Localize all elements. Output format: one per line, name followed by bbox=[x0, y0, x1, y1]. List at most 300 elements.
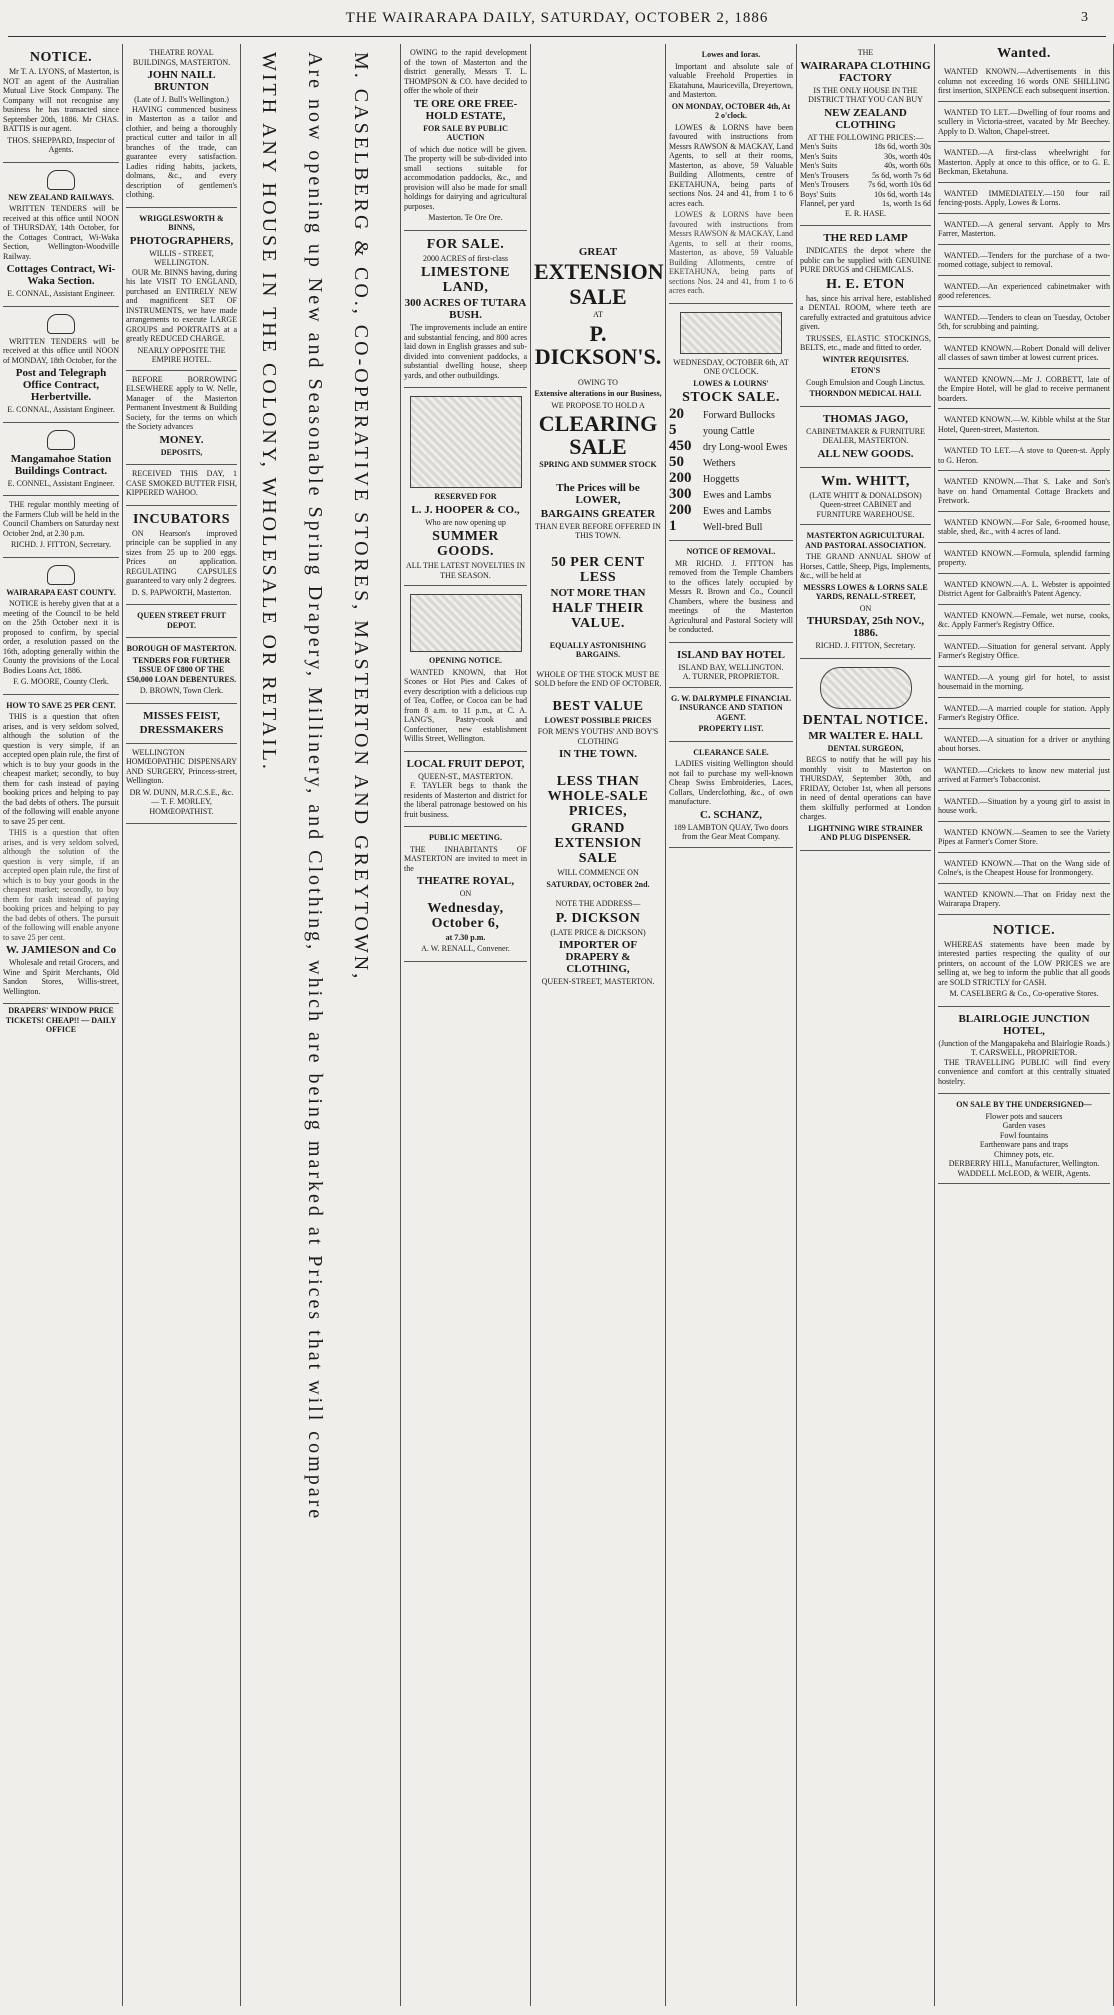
owing-text: OWING to the rapid development of the town of Masterton and the district generally, Messrs T. L. THOMPSON & CO. have decided to offer the whole of their bbox=[404, 48, 527, 95]
best-heading: BEST VALUE bbox=[552, 698, 644, 714]
crest-icon bbox=[47, 314, 75, 334]
cattle-illustration bbox=[680, 312, 782, 354]
price-item: Men's Trousers bbox=[800, 170, 849, 180]
stock-row bbox=[669, 519, 793, 535]
wanted-item: WANTED.—Crickets to know new material just arrived at Farmer's Tobacconist. bbox=[938, 762, 1110, 791]
bargains-heading: BARGAINS GREATER bbox=[540, 507, 656, 520]
trusses-text: TRUSSES, ELASTIC STOCKINGS, BELTS, etc., made and fitted to order. bbox=[800, 333, 931, 352]
railways-heading: NEW ZEALAND RAILWAYS. bbox=[8, 192, 114, 202]
half-heading: HALF THEIR VALUE. bbox=[552, 600, 644, 631]
stock-desc: Wethers bbox=[703, 458, 736, 469]
on-text: ON bbox=[459, 889, 472, 898]
price-item: Boys' Suits bbox=[800, 189, 836, 199]
incubators-heading: INCUBATORS bbox=[132, 511, 231, 527]
jago-ad bbox=[800, 407, 931, 468]
column-7 bbox=[797, 44, 935, 2006]
wednesday-heading: Wednesday, October 6, bbox=[427, 900, 504, 931]
price-item: Men's Suits bbox=[800, 161, 838, 170]
whitt-sub: (LATE WHITT & DONALDSON) Queen-street CABINET and FURNITURE WAREHOUSE. bbox=[809, 490, 922, 519]
blairlogie-signature: T. CARSWELL, PROPRIETOR. bbox=[970, 1048, 1078, 1057]
stock-qty: 20 bbox=[669, 406, 684, 422]
stock-desc: Hoggetts bbox=[703, 474, 740, 485]
deposits-heading: DEPOSITS, bbox=[160, 447, 203, 457]
wanted-item: WANTED KNOWN.—Seamen to see the Variety Pipes at Farmer's Corner Store. bbox=[938, 824, 1110, 853]
importer-heading: IMPORTER OF DRAPERY & CLOTHING, bbox=[558, 939, 638, 975]
post-contract: Post and Telegraph Office Contract, Herbertville. bbox=[15, 367, 107, 403]
mangamahoe-contract: Mangamahoe Station Buildings Contract. bbox=[10, 452, 112, 477]
redlamp-text: INDICATES the depot where the public can be supplied with GENUINE PURE DRUGS and CHEMICALS. bbox=[800, 246, 931, 274]
wb-sub: PHOTOGRAPHERS, bbox=[129, 234, 234, 247]
removal-text: MR RICHD. J. FITTON has removed from the Temple Chambers to the offices lately occupied by Messrs R. Brown and Co., Council Chambers, where the business and meetings of the Masterton Agricultural and Pastoral Society will be conducted. bbox=[669, 558, 793, 634]
caselberg-notice-signature: M. CASELBERG & Co., Co-operative Stores. bbox=[949, 989, 1099, 998]
onsale-item: Earthenware pans and traps bbox=[979, 1140, 1069, 1149]
price-value: 5s 6d, worth 7s 6d bbox=[872, 170, 931, 180]
whitt-heading: Wm. WHITT, bbox=[821, 473, 910, 489]
wanted-item: WANTED KNOWN.—A. L. Webster is appointed District Agent for Galbraith's Patent Agency. bbox=[938, 576, 1110, 605]
wanted-item: WANTED.—A first-class wheelwright for Masterton. Apply at once to this office, or to G. E. Beckman, Eketahuna. bbox=[938, 144, 1110, 183]
column-1 bbox=[0, 44, 123, 2006]
wb-name: WRIGGLESWORTH & BINNS, bbox=[139, 213, 224, 232]
brunton-address: THEATRE ROYAL BUILDINGS, MASTERTON. bbox=[132, 48, 231, 67]
wanted-item: WANTED.—A situation for a driver or anything about horses. bbox=[938, 731, 1110, 760]
stock-desc: Forward Bullocks bbox=[703, 410, 775, 421]
post-text: WRITTEN TENDERS will be received at this office until NOON of MONDAY, 18th October, for the bbox=[3, 336, 119, 365]
island-heading: ISLAND BAY HOTEL bbox=[677, 648, 785, 661]
clearance-heading: CLEARANCE SALE. bbox=[693, 747, 769, 757]
fruit-depot-ad bbox=[126, 605, 237, 638]
stock-row bbox=[669, 455, 793, 471]
red-lamp-ad bbox=[800, 226, 931, 407]
monday-text: ON MONDAY, OCTOBER 4th, At 2 o'clock. bbox=[671, 101, 791, 120]
column-6 bbox=[666, 44, 797, 2006]
the-text: THE bbox=[857, 48, 874, 57]
price-row bbox=[800, 199, 931, 209]
dickson-heading: P. DICKSON'S. bbox=[534, 320, 662, 369]
wanted-item: WANTED KNOWN.—Advertisements in this column not exceeding 16 words ONE SHILLING first insertion, SIXPENCE each subsequent insertion. bbox=[938, 63, 1110, 102]
show-text: THE GRAND ANNUAL SHOW of Horses, Cattle, Sheep, Pigs, Implements, &c., will be held at bbox=[800, 552, 931, 580]
agri-heading: MASTERTON AGRICULTURAL AND PASTORAL ASSOCIATION. bbox=[805, 531, 926, 550]
county-heading: WAIRARAPA EAST COUNTY. bbox=[6, 587, 116, 597]
onsale-item: Fowl fountains bbox=[999, 1130, 1049, 1140]
te-ore-ore-ad bbox=[404, 44, 527, 231]
stock-qty: 300 bbox=[669, 486, 692, 502]
crest-icon bbox=[47, 170, 75, 190]
local-fruit-ad bbox=[404, 752, 527, 828]
smoked-ad bbox=[126, 465, 237, 506]
save-text-cont: THIS is a question that often arises, and is very seldom solved, although the solution of the question is very simple, if an accepted open plain rule, the first of which is to buy your goods in the cheapest market; secondly, to buy them for cash instead of paying booking prices and helping to pay the bad debts of others. The pursuit of the following will enable anyone to save 25 per cent. bbox=[3, 828, 119, 942]
wanted-item: WANTED.—Situation for general servant. Apply Farmer's Registry Office. bbox=[938, 638, 1110, 667]
orefree-signature: Masterton. Te Ore Ore. bbox=[428, 213, 503, 222]
stock-list bbox=[669, 407, 793, 535]
island-sub: ISLAND BAY, WELLINGTON. bbox=[678, 662, 784, 672]
less-heading: LESS THAN WHOLE-SALE PRICES, bbox=[547, 774, 649, 819]
public-meeting-ad bbox=[404, 827, 527, 962]
notice-text: Mr T. A. LYONS, of Masterton, is NOT an agent of the Australian Mutual Live Stock Company. The Company will not recognise any business he has transacted since September 20th, 1886. Mr CHAS. BATTIS is our agent. bbox=[3, 67, 119, 133]
incubators-text: ON Hearson's improved principle can be supplied in any sizes from 25 up to 200 eggs. Prices on application. REGULATING CAPSULES guaranteed to vary only 2 degrees. bbox=[126, 528, 237, 585]
wb-address: WILLIS - STREET, WELLINGTON. bbox=[149, 248, 214, 267]
blairlogie-text: THE TRAVELLING PUBLIC will find every convenience and comfort at this centrally situated hostelry. bbox=[938, 1057, 1110, 1086]
hooper-name: L. J. HOOPER & CO., bbox=[411, 503, 520, 516]
factory-signature: E. R. HASE. bbox=[844, 208, 887, 218]
fifty-heading: 50 PER CENT LESS bbox=[551, 554, 645, 585]
stock-row bbox=[669, 439, 793, 455]
wanted-item: WANTED.—An experienced cabinetmaker with good references. bbox=[938, 278, 1110, 307]
surgeon-heading: DENTAL SURGEON, bbox=[827, 743, 904, 753]
mangamahoe-ad bbox=[3, 423, 119, 497]
price-value: 7s 6d, worth 10s 6d bbox=[868, 180, 931, 189]
stock-date: WEDNESDAY, OCTOBER 6th, AT ONE O'CLOCK. bbox=[673, 357, 789, 376]
waddell-text: WADDELL McLEOD, & WEIR, Agents. bbox=[957, 1168, 1091, 1178]
hooper-text: Who are now opening up bbox=[425, 517, 506, 527]
eton-text: has, since his arrival here, established a DENTAL ROOM, where teeth are carefully extracted and gratuitous advice given. bbox=[800, 293, 931, 331]
page-number: 3 bbox=[1081, 10, 1088, 25]
price-row bbox=[800, 171, 931, 181]
island-signature: A. TURNER, PROPRIETOR. bbox=[682, 672, 780, 681]
redlamp-heading: THE RED LAMP bbox=[823, 232, 908, 244]
wanted-list bbox=[938, 63, 1110, 915]
stock-sale-ad bbox=[669, 304, 793, 542]
opening-illustration bbox=[410, 594, 522, 652]
clearance-ad bbox=[669, 742, 793, 848]
dressmakers-heading: DRESSMAKERS bbox=[139, 723, 224, 736]
equally-text: EQUALLY ASTONISHING BARGAINS. bbox=[549, 640, 647, 659]
save-text: THIS is a question that often arises, and is very seldom solved, although the solution of the question is very simple, if an accepted open plain rule, the first of which is to buy your goods in the cheapest market; secondly, to buy them for cash instead of paying booking prices and helping to pay the bad debts of others. The pursuit of the following will enable anyone to save 25 per cent. bbox=[3, 712, 119, 826]
masthead bbox=[0, 0, 1114, 40]
removal-ad bbox=[669, 541, 793, 643]
commence-text: WILL COMMENCE ON bbox=[557, 868, 639, 877]
whitt-ad bbox=[800, 468, 931, 526]
post-signature: E. CONNAL, Assistant Engineer. bbox=[7, 405, 115, 414]
forsale-heading: FOR SALE. bbox=[426, 236, 505, 252]
blairlogie-sub: (Junction of the Mangapakeha and Blairlogie Roads.) bbox=[938, 1038, 1110, 1048]
winter-heading: WINTER REQUISITES. bbox=[822, 354, 909, 364]
cough-text: Cough Emulsion and Cough Linctus. bbox=[806, 377, 925, 387]
clearance-text: LADIES visiting Wellington should not fail to purchase my well-known Cheap Swiss Embroideries, Laces, Collars, Underclothing, &c., of own manufacture. bbox=[669, 759, 793, 806]
great-heading: GREAT bbox=[578, 246, 618, 258]
dressmakers-ad bbox=[126, 704, 237, 744]
onsale-list bbox=[938, 1112, 1110, 1160]
wanted-item: WANTED KNOWN.—Female, wet nurse, cooks, &c. Apply Farmer's Registry Office. bbox=[938, 607, 1110, 636]
thorndon-heading: THORNDON MEDICAL HALL bbox=[809, 389, 922, 398]
wanted-item: WANTED KNOWN.—W. Kibble whilst at the Star Hotel, Queen-street, Masterton. bbox=[938, 411, 1110, 440]
stock-qty: 50 bbox=[669, 454, 684, 470]
spring-text: SPRING AND SUMMER STOCK bbox=[539, 460, 657, 469]
save-heading: HOW TO SAVE 25 PER CENT. bbox=[6, 700, 116, 710]
hooper-illustration bbox=[410, 396, 522, 488]
localfruit-sub: QUEEN-ST., MASTERTON. bbox=[418, 771, 513, 781]
extension-heading: EXTENSION bbox=[534, 259, 664, 284]
brunton-name: JOHN NAILL BRUNTON bbox=[147, 69, 216, 93]
saturday-heading: SATURDAY, OCTOBER 2nd. bbox=[546, 879, 650, 889]
price-row bbox=[800, 161, 931, 171]
queen-address: QUEEN-STREET, MASTERTON. bbox=[541, 977, 655, 986]
county-ad bbox=[3, 558, 119, 695]
price-item: Flannel, per yard bbox=[800, 199, 855, 208]
stock-desc: Ewes and Lambs bbox=[703, 506, 772, 517]
feist-name: MISSES FEIST, bbox=[143, 709, 220, 722]
limestone-heading: LIMESTONE LAND, bbox=[420, 265, 511, 295]
stock-desc: Ewes and Lambs bbox=[703, 490, 772, 501]
lowes-body-cont: LOWES & LORNS have been favoured with instructions from Messrs RAWSON & MACKAY, Land Agents, to sell at their rooms, Masterton, as above, 59 Valuable Building Allotments, centre of EKETAHUNA, being parts of sections Nos. 24 and 41, from 1 to 6 acres each. bbox=[669, 210, 793, 295]
note-text: NOTE THE ADDRESS— bbox=[555, 899, 641, 908]
caselberg-vertical-ad bbox=[241, 44, 401, 2006]
wanted-item: WANTED IMMEDIATELY.—150 four rail fencing-posts. Apply, Lowes & Lorns. bbox=[938, 185, 1110, 214]
money-heading: MONEY. bbox=[159, 433, 204, 446]
wanted-heading: Wanted. bbox=[997, 46, 1051, 61]
stock-qty: 200 bbox=[669, 470, 692, 486]
blairlogie-heading: BLAIRLOGIE JUNCTION HOTEL, bbox=[958, 1012, 1090, 1037]
whole-text: WHOLE OF THE STOCK MUST BE SOLD before the END OF OCTOBER. bbox=[534, 669, 662, 688]
dental-heading: DENTAL NOTICE. bbox=[802, 712, 929, 728]
farmers-club-ad bbox=[3, 496, 119, 558]
wanted-item: WANTED TO LET.—A stove to Queen-st. Apply to G. Heron. bbox=[938, 442, 1110, 471]
hooper-reserved: RESERVED FOR bbox=[434, 492, 497, 501]
schanz-name: C. SCHANZ, bbox=[699, 808, 763, 821]
at-text: AT bbox=[593, 310, 603, 319]
post-office-ad bbox=[3, 307, 119, 423]
wb-text: OUR Mr. BINNS having, during his late VISIT TO ENGLAND, purchased an ENTIRELY NEW and magnificent SET OF INSTRUMENTS, we have made arrangements to execute LARGE GROUPS and PORTRAITS at a greatly REDUCED CHARGE. bbox=[126, 267, 237, 343]
newspaper-title: THE WAIRARAPA DAILY, SATURDAY, OCTOBER 2, 1886 bbox=[345, 10, 769, 26]
stock-sale-heading: STOCK SALE. bbox=[682, 390, 780, 405]
renall-signature: A. W. RENALL, Convener. bbox=[421, 944, 510, 953]
public-heading: PUBLIC MEETING. bbox=[429, 833, 502, 842]
factory-heading: WAIRARAPA CLOTHING FACTORY bbox=[800, 59, 931, 84]
wanted-item: WANTED KNOWN.—That S. Lake and Son's have on hand Ornamental Cottage Brackets and Fretwork. bbox=[938, 473, 1110, 512]
grand-heading: GRAND EXTENSION SALE bbox=[554, 821, 642, 866]
etons-heading: ETON'S bbox=[850, 366, 881, 375]
tutara-heading: 300 ACRES OF TUTARA BUSH. bbox=[404, 297, 527, 321]
crest-icon bbox=[47, 565, 75, 585]
lowes-text: Important and absolute sale of valuable Freehold Properties in Ekatahuna, Mauricevilla, Dreyertown, and Masterton. bbox=[669, 61, 793, 99]
stock-row bbox=[669, 407, 793, 423]
wanted-item: WANTED TO LET.—Dwelling of four rooms and scullery in Victoria-street, vacated by Mr Beechey. Apply to D. Walton, Chapel-street. bbox=[938, 104, 1110, 143]
wanted-item: WANTED KNOWN.—Mr J. CORBETT, late of the Empire Hotel, will be glad to receive permanent boarders. bbox=[938, 371, 1110, 410]
stock-desc: dry Long-wool Ewes bbox=[703, 442, 788, 453]
price-row bbox=[800, 142, 931, 152]
borough-ad bbox=[126, 638, 237, 704]
dalrymple-ad bbox=[669, 688, 793, 742]
theatre-heading: THEATRE ROYAL, bbox=[416, 875, 515, 887]
price-item: Men's Suits bbox=[800, 142, 838, 151]
limestone-ad bbox=[404, 231, 527, 389]
yards-text: MESSRS LOWES & LORNS SALE YARDS, RENALL-STREET, bbox=[803, 582, 928, 601]
wanted-item: WANTED.—Tenders to clean on Tuesday, October 5th, for scrubbing and painting. bbox=[938, 309, 1110, 338]
removal-heading: NOTICE OF REMOVAL. bbox=[686, 547, 776, 556]
caselberg-line-3: WITH ANY HOUSE IN THE COLONY, WHOLESALE OR RETAIL. bbox=[258, 52, 280, 772]
smoked-text: RECEIVED THIS DAY, 1 CASE SMOKED BUTTER FISH, KIPPERED WAHOO. bbox=[126, 469, 237, 497]
railways-contract: Cottages Contract, Wi-Waka Section. bbox=[6, 263, 116, 287]
caselberg-notice-text: WHEREAS statements have been made by interested parties respecting the quality of our printers, on account of the LOW PRICES we are selling at, we beg to inform the public that all goods are SOLD STRICTLY for CASH. bbox=[938, 939, 1110, 987]
lowes-body: LOWES & LORNS have been favoured with instructions from Messrs RAWSON & MACKAY, Land Agents, to sell at their rooms, Masterton, as above, 59 Valuable Building Allotments, centre of EKETAHUNA, being parts of sections Nos. 24 and 41, from 1 to 6 acres each. bbox=[669, 122, 793, 208]
onsale-ad bbox=[938, 1094, 1110, 1184]
homeo-signature: DR W. DUNN, M.R.C.S.E., &c. — T. F. MORLEY, HOMŒOPATHIST. bbox=[129, 787, 234, 816]
wb-address-2: NEARLY OPPOSITE THE EMPIRE HOTEL. bbox=[137, 345, 226, 364]
jamieson-text: Wholesale and retail Grocers, and Wine and Spirit Merchants, Old Sandon Stores, Willis-street, Wellington. bbox=[3, 958, 119, 996]
wanted-item: WANTED KNOWN.—That on the Wang side of Colne's, is the Cheapest House for Ironmongery. bbox=[938, 855, 1110, 884]
stock-row bbox=[669, 503, 793, 519]
price-row bbox=[800, 152, 931, 162]
homeo-text: WELLINGTON HOMŒOPATHIC DISPENSARY AND SURGERY, Princess-street, Wellington. bbox=[126, 747, 237, 785]
mens-text: FOR MEN'S YOUTHS' AND BOY'S CLOTHING bbox=[537, 727, 659, 746]
wanted-item: WANTED KNOWN.—For Sale, 6-roomed house, stable, shed, &c., with 4 acres of land. bbox=[938, 514, 1110, 543]
acres-text: 2000 ACRES of first-class bbox=[422, 253, 509, 263]
eton-heading: H. E. ETON bbox=[826, 276, 905, 292]
lowes-property-ad bbox=[669, 44, 793, 304]
stock-row bbox=[669, 423, 793, 439]
caselberg-notice-ad bbox=[938, 917, 1110, 1007]
mangamahoe-signature: E. CONNEL, Assistant Engineer. bbox=[7, 478, 115, 488]
lower-heading: The Prices will be LOWER, bbox=[556, 481, 640, 506]
schanz-address: 189 LAMBTON QUAY, Two doors from the Gear Meat Company. bbox=[673, 822, 789, 841]
railways-signature: E. CONNAL, Assistant Engineer. bbox=[7, 289, 115, 298]
price-row bbox=[800, 180, 931, 190]
limestone-text: The improvements include an entire and substantial fencing, and 800 acres laid down in English grasses and sub-divided into convenient paddocks, a substantial dwelling house, sheep yards, and other outbuildings. bbox=[404, 323, 527, 380]
money-ad bbox=[126, 371, 237, 466]
farmers-text: THE regular monthly meeting of the Farmers Club will be held in the Council Chambers on Saturday next October 2nd, at 2.30 p.m. bbox=[3, 500, 119, 538]
wanted-item: WANTED KNOWN.—Formula, splendid farming property. bbox=[938, 545, 1110, 574]
blairlogie-ad bbox=[938, 1007, 1110, 1095]
price-value: 10s 6d, worth 14s bbox=[874, 189, 931, 199]
hall-heading: MR WALTER E. HALL bbox=[808, 729, 923, 742]
dalrymple-heading: G. W. DALRYMPLE FINANCIAL INSURANCE AND STATION AGENT. bbox=[671, 693, 791, 722]
stock-desc: Well-bred Bull bbox=[703, 522, 763, 533]
opening-text: WANTED KNOWN, that Hot Scones or Hot Pies and Cakes of every description with a delicious cup of Tea, Coffee, or Cocoa can be had from 8 a.m. to 11 p.m., at C. A. LANG'S, Pastry-cook and Confectioner, new establishment Willis Street, Wellington. bbox=[404, 667, 527, 743]
jamieson-heading: W. JAMIESON and Co bbox=[5, 944, 117, 956]
caselberg-notice-heading: NOTICE. bbox=[992, 922, 1056, 938]
masthead-rule bbox=[8, 36, 1106, 37]
price-item: Men's Suits bbox=[800, 151, 838, 161]
wire-heading: LIGHTNING WIRE STRAINER AND PLUG DISPENSER. bbox=[808, 823, 923, 842]
brunton-ad bbox=[126, 44, 237, 208]
fruit-heading: QUEEN STREET FRUIT DEPOT. bbox=[137, 611, 226, 630]
alterations-text: Extensive alterations in our Business, bbox=[534, 389, 662, 398]
railways-text: WRITTEN TENDERS will be received at this office until NOON of THURSDAY, 14th October, for the Cottages Contract, Wi-Waka Section, Wellington-Woodville Railway. bbox=[3, 204, 119, 261]
onsale-heading: ON SALE BY THE UNDERSIGNED— bbox=[956, 1100, 1092, 1109]
on-text-2: ON bbox=[859, 603, 872, 613]
wanted-item: WANTED KNOWN.—Robert Donald will deliver all classes of sawn timber at lowest current prices. bbox=[938, 340, 1110, 369]
nz-heading: NEW ZEALAND CLOTHING bbox=[824, 106, 907, 131]
county-signature: F. G. MOORE, County Clerk. bbox=[13, 677, 109, 686]
wanted-item: WANTED KNOWN.—That on Friday next the Wairarapa Drapery. bbox=[938, 886, 1110, 915]
incubators-ad bbox=[126, 506, 237, 606]
only-text: IS THE ONLY HOUSE IN THE DISTRICT THAT YOU CAN BUY bbox=[808, 85, 923, 104]
prices-text: AT THE FOLLOWING PRICES:— bbox=[807, 132, 924, 142]
column-4 bbox=[401, 44, 531, 2006]
price-item: Men's Trousers bbox=[800, 180, 849, 189]
dental-ad bbox=[800, 659, 931, 851]
stock-hdr: LOWES & LOURNS' bbox=[693, 378, 769, 388]
jago-heading: THOMAS JAGO, bbox=[823, 412, 908, 425]
price-list bbox=[800, 142, 931, 209]
sale-heading: SALE bbox=[569, 284, 627, 309]
notice-signature: THOS. SHEPPARD, Inspector of Agents. bbox=[7, 135, 115, 154]
price-value: 1s, worth 1s 6d bbox=[882, 199, 931, 208]
money-text: BEFORE BORROWING ELSEWHERE apply to W. Nelle, Manager of the Masterton Permanent Investment & Building Society, for the terms on which the Society advances bbox=[126, 374, 237, 431]
public-text: THE INHABITANTS OF MASTERTON are invited to meet in the bbox=[404, 844, 527, 873]
lowes-heading: Lowes and Ioras. bbox=[701, 50, 761, 59]
propose-text: WE PROPOSE TO HOLD A bbox=[551, 400, 645, 410]
notice-ad bbox=[3, 44, 119, 163]
pdickson-sub: (LATE PRICE & DICKSON) bbox=[550, 927, 646, 937]
wanted-item: WANTED.—A married couple for station. Apply Farmer's Registry Office. bbox=[938, 700, 1110, 729]
onsale-item: Garden vases bbox=[1002, 1121, 1046, 1130]
wanted-item: WANTED.—Tenders for the purchase of a two-roomed cottage, subject to removal. bbox=[938, 247, 1110, 276]
summer-heading: SUMMER GOODS. bbox=[432, 529, 499, 559]
notice-heading: NOTICE. bbox=[29, 50, 93, 65]
save-ad bbox=[3, 695, 119, 1005]
brunton-sub: (Late of J. Bull's Wellington.) bbox=[134, 95, 229, 104]
lang-ad bbox=[404, 586, 527, 752]
lowest-heading: LOWEST POSSIBLE PRICES bbox=[544, 715, 652, 725]
pdickson-heading: P. DICKSON bbox=[555, 910, 641, 926]
column-8 bbox=[935, 44, 1114, 2006]
farmers-signature: RICHD. J. FITTON, Secretary. bbox=[11, 540, 111, 549]
price-value: 40s, worth 60s bbox=[884, 161, 931, 170]
price-value: 30s, worth 40s bbox=[884, 151, 931, 161]
stock-qty: 450 bbox=[669, 438, 692, 454]
time-text: at 7.30 p.m. bbox=[445, 932, 486, 942]
borough-signature: D. BROWN, Town Clerk. bbox=[139, 686, 224, 695]
column-5 bbox=[531, 44, 666, 2006]
clearing-heading: CLEARING SALE bbox=[538, 411, 658, 459]
wanted-item: WANTED.—Situation by a young girl to assist in house work. bbox=[938, 793, 1110, 822]
stock-qty: 5 bbox=[669, 422, 677, 438]
teeth-illustration bbox=[820, 667, 912, 709]
hooper-ad bbox=[404, 388, 527, 586]
clothing-factory-ad bbox=[800, 44, 931, 226]
orefree-text: of which due notice will be given. The property will be sub-divided into small sections suitable for accommodation paddocks, &c., and provision will also be made for small holdings for dairying and agricultural purposes. bbox=[404, 144, 527, 211]
crest-icon bbox=[47, 430, 75, 450]
drapers-tickets: DRAPERS' WINDOW PRICE TICKETS! CHEAP!! — DAILY OFFICE bbox=[5, 1006, 117, 1034]
island-bay-ad bbox=[669, 643, 793, 688]
onsale-item: Chimney pots, etc. bbox=[994, 1149, 1054, 1159]
hall-text: BEGS to notify that he will pay his monthly visit to Masterton on THURSDAY, September 30th, and FRIDAY, October 1st, when all persons in need of dental operations can have them skilfully performed at London charges. bbox=[800, 755, 931, 821]
town-heading: IN THE TOWN. bbox=[559, 748, 637, 760]
bargains-sub: THAN EVER BEFORE OFFERED IN THIS TOWN. bbox=[535, 521, 661, 540]
incubators-signature: D. S. PAPWORTH, Masterton. bbox=[131, 587, 232, 597]
stock-row bbox=[669, 487, 793, 503]
allnew-heading: ALL NEW GOODS. bbox=[817, 447, 914, 460]
photographers-ad bbox=[126, 208, 237, 371]
thursday-heading: THURSDAY, 25th NOV., 1886. bbox=[806, 615, 925, 639]
fitton-signature: RICHD. J. FITTON, Secretary. bbox=[815, 641, 916, 650]
stock-qty: 200 bbox=[669, 502, 692, 518]
brunton-text: HAVING commenced business in Masterton as a tailor and clothier, and being a thoroughly practical cutter and tailor in all branches of the trade, can guarantee every satisfaction. Ladies riding habits, jackets, dolmans, &c., and every description of gentlemen's clothing. bbox=[126, 104, 237, 199]
railways-ad bbox=[3, 163, 119, 307]
price-value: 18s 6d, worth 30s bbox=[874, 142, 931, 151]
stock-row bbox=[669, 471, 793, 487]
wanted-item: WANTED.—A general servant. Apply to Mrs Farrer, Masterton. bbox=[938, 216, 1110, 245]
jago-sub: CABINETMAKER & FURNITURE DEALER, MASTERTON. bbox=[806, 426, 925, 445]
localfruit-text: F. TAYLER begs to thank the residents of Masterton and district for the liberal patronage bestowed on his fruit business. bbox=[404, 781, 527, 819]
county-text: NOTICE is hereby given that at a meeting of the Council to be held on the 25th October next it is proposed to confirm, by special order, a resolution passed on the 16th, adopting generally within the County the provisions of the Local Bodies Loans Act, 1886. bbox=[3, 599, 119, 675]
price-row bbox=[800, 190, 931, 200]
caselberg-line-1: M. CASELBERG & CO., CO-OPERATIVE STORES, MASTERTON AND GREYTOWN, bbox=[350, 52, 372, 982]
orefree-heading: TE ORE ORE FREE-HOLD ESTATE, bbox=[413, 97, 518, 122]
derbery-text: DERBERRY HILL, Manufacturer, Wellington. bbox=[948, 1159, 1100, 1168]
localfruit-heading: LOCAL FRUIT DEPOT, bbox=[406, 757, 525, 770]
novelties-text: ALL THE LATEST NOVELTIES IN THE SEASON. bbox=[405, 561, 526, 580]
nomore-heading: NOT MORE THAN bbox=[550, 586, 646, 599]
stock-desc: young Cattle bbox=[703, 426, 755, 437]
homeopathic-ad bbox=[126, 744, 237, 825]
auction-heading: FOR SALE BY PUBLIC AUCTION bbox=[423, 123, 508, 142]
owing-text: OWING TO bbox=[578, 377, 618, 387]
onsale-item: Flower pots and saucers bbox=[985, 1111, 1063, 1121]
column-2 bbox=[123, 44, 241, 2006]
tenders-heading: TENDERS FOR FURTHER ISSUE OF £800 OF THE £50,000 LOAN DEBENTURES. bbox=[126, 655, 237, 684]
caselberg-line-2: Are now opening up New and Seasonable Spring Drapery, Millinery, and Clothing, which are being marked at Prices that will compare bbox=[304, 52, 326, 1522]
